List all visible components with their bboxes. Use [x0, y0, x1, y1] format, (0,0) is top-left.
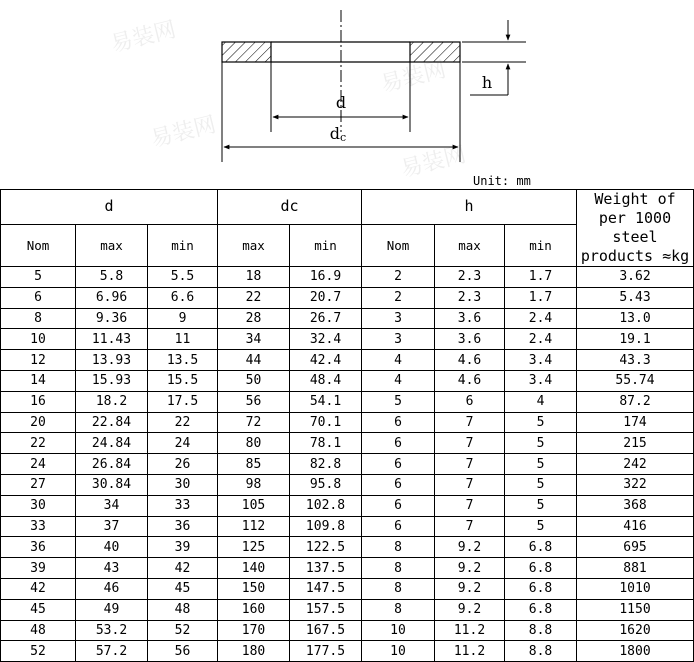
cell-d-nom: 48 [1, 620, 76, 641]
cell-dc-min: 16.9 [290, 267, 362, 288]
cell-d-nom: 30 [1, 495, 76, 516]
cell-d-min: 48 [148, 599, 218, 620]
cell-dc-max: 140 [218, 558, 290, 579]
cell-d-min: 39 [148, 537, 218, 558]
cell-d-nom: 24 [1, 454, 76, 475]
cell-weight: 55.74 [577, 370, 694, 391]
cell-h-max: 7 [435, 454, 505, 475]
cell-d-min: 45 [148, 578, 218, 599]
cell-d-min: 42 [148, 558, 218, 579]
cell-weight: 1150 [577, 599, 694, 620]
cell-dc-max: 80 [218, 433, 290, 454]
cell-weight: 215 [577, 433, 694, 454]
cell-h-min: 1.7 [505, 267, 577, 288]
cell-d-min: 13.5 [148, 350, 218, 371]
cell-h-max: 2.3 [435, 267, 505, 288]
header-h: h [362, 190, 577, 225]
cell-h-max: 4.6 [435, 350, 505, 371]
cell-d-max: 22.84 [76, 412, 148, 433]
cell-d-min: 6.6 [148, 287, 218, 308]
cell-dc-min: 177.5 [290, 641, 362, 662]
cell-h-min: 6.8 [505, 558, 577, 579]
cell-weight: 416 [577, 516, 694, 537]
cell-h-nom: 8 [362, 537, 435, 558]
cell-h-max: 9.2 [435, 558, 505, 579]
cell-d-max: 30.84 [76, 474, 148, 495]
cell-h-max: 9.2 [435, 537, 505, 558]
cell-h-nom: 4 [362, 350, 435, 371]
cell-d-min: 24 [148, 433, 218, 454]
subheader-d-min: min [148, 224, 218, 266]
cell-d-max: 9.36 [76, 308, 148, 329]
cell-d-nom: 45 [1, 599, 76, 620]
cell-weight: 13.0 [577, 308, 694, 329]
watermark: 易装网 [378, 57, 449, 98]
cell-h-max: 9.2 [435, 599, 505, 620]
subheader-h-max: max [435, 224, 505, 266]
cell-dc-min: 147.5 [290, 578, 362, 599]
table-row [1, 537, 694, 558]
cell-d-min: 26 [148, 454, 218, 475]
cell-h-min: 5 [505, 474, 577, 495]
cell-h-min: 3.4 [505, 350, 577, 371]
cell-dc-max: 160 [218, 599, 290, 620]
cell-d-min: 15.5 [148, 370, 218, 391]
table-row [1, 454, 694, 475]
cell-dc-min: 122.5 [290, 537, 362, 558]
cell-weight: 43.3 [577, 350, 694, 371]
cell-h-nom: 8 [362, 558, 435, 579]
unit-label: Unit: mm [473, 174, 531, 188]
cell-d-max: 15.93 [76, 370, 148, 391]
cell-dc-max: 170 [218, 620, 290, 641]
subheader-dc-max: max [218, 224, 290, 266]
cell-h-max: 7 [435, 433, 505, 454]
cell-dc-min: 95.8 [290, 474, 362, 495]
cell-weight: 242 [577, 454, 694, 475]
cell-dc-max: 18 [218, 267, 290, 288]
cell-dc-max: 180 [218, 641, 290, 662]
cell-d-min: 52 [148, 620, 218, 641]
cell-d-max: 49 [76, 599, 148, 620]
cell-d-max: 6.96 [76, 287, 148, 308]
cell-dc-max: 112 [218, 516, 290, 537]
cell-weight: 368 [577, 495, 694, 516]
cell-h-nom: 5 [362, 391, 435, 412]
cell-h-min: 5 [505, 433, 577, 454]
table-row [1, 620, 694, 641]
cell-weight: 1800 [577, 641, 694, 662]
cell-weight: 695 [577, 537, 694, 558]
cell-d-nom: 14 [1, 370, 76, 391]
cell-h-min: 6.8 [505, 578, 577, 599]
cell-h-max: 11.2 [435, 641, 505, 662]
cell-h-max: 7 [435, 412, 505, 433]
table-row [1, 329, 694, 350]
table-row [1, 287, 694, 308]
cell-dc-max: 22 [218, 287, 290, 308]
cell-h-max: 6 [435, 391, 505, 412]
watermark: 易装网 [398, 142, 469, 183]
cell-dc-max: 44 [218, 350, 290, 371]
cell-d-min: 56 [148, 641, 218, 662]
cell-h-nom: 6 [362, 412, 435, 433]
cell-d-min: 22 [148, 412, 218, 433]
cell-dc-min: 167.5 [290, 620, 362, 641]
cell-dc-max: 85 [218, 454, 290, 475]
cell-h-max: 7 [435, 474, 505, 495]
cell-weight: 87.2 [577, 391, 694, 412]
cell-h-min: 5 [505, 412, 577, 433]
cell-d-nom: 12 [1, 350, 76, 371]
cell-h-nom: 6 [362, 454, 435, 475]
cell-h-max: 7 [435, 495, 505, 516]
cell-h-max: 4.6 [435, 370, 505, 391]
cell-h-nom: 4 [362, 370, 435, 391]
cell-d-max: 34 [76, 495, 148, 516]
cell-d-max: 37 [76, 516, 148, 537]
cell-h-nom: 8 [362, 578, 435, 599]
cell-h-max: 3.6 [435, 308, 505, 329]
cell-d-max: 26.84 [76, 454, 148, 475]
cell-d-min: 33 [148, 495, 218, 516]
cell-h-nom: 6 [362, 495, 435, 516]
cell-h-min: 5 [505, 495, 577, 516]
cell-h-min: 6.8 [505, 599, 577, 620]
cell-dc-min: 157.5 [290, 599, 362, 620]
table-row [1, 578, 694, 599]
subheader-h-nom: Nom [362, 224, 435, 266]
header-d: d [1, 190, 218, 225]
cell-h-nom: 8 [362, 599, 435, 620]
cell-d-nom: 42 [1, 578, 76, 599]
cell-dc-min: 26.7 [290, 308, 362, 329]
label-dc: dc [329, 124, 347, 144]
cell-weight: 322 [577, 474, 694, 495]
cell-dc-min: 109.8 [290, 516, 362, 537]
table-row [1, 433, 694, 454]
cell-d-nom: 10 [1, 329, 76, 350]
cell-weight: 5.43 [577, 287, 694, 308]
cell-h-nom: 6 [362, 516, 435, 537]
cell-d-min: 30 [148, 474, 218, 495]
table-row [1, 350, 694, 371]
table-row [1, 599, 694, 620]
cell-d-nom: 22 [1, 433, 76, 454]
cell-dc-max: 125 [218, 537, 290, 558]
cell-h-min: 4 [505, 391, 577, 412]
cell-h-max: 9.2 [435, 578, 505, 599]
cell-weight: 19.1 [577, 329, 694, 350]
cell-h-nom: 3 [362, 308, 435, 329]
subheader-d-nom: Nom [1, 224, 76, 266]
cell-h-min: 6.8 [505, 537, 577, 558]
dimension-h [462, 20, 526, 95]
cell-d-nom: 5 [1, 267, 76, 288]
cell-dc-max: 56 [218, 391, 290, 412]
table-row [1, 641, 694, 662]
cell-d-max: 5.8 [76, 267, 148, 288]
cell-d-max: 53.2 [76, 620, 148, 641]
cell-dc-min: 48.4 [290, 370, 362, 391]
cell-d-max: 13.93 [76, 350, 148, 371]
watermark: 易装网 [108, 17, 179, 58]
washer-drawing [0, 0, 694, 172]
cell-h-nom: 3 [362, 329, 435, 350]
cell-dc-max: 98 [218, 474, 290, 495]
table-row [1, 267, 694, 288]
cell-d-min: 11 [148, 329, 218, 350]
spec-table [0, 189, 694, 662]
cell-dc-min: 70.1 [290, 412, 362, 433]
group-header-row [1, 190, 694, 225]
cell-d-min: 5.5 [148, 267, 218, 288]
cell-dc-max: 72 [218, 412, 290, 433]
cell-h-max: 7 [435, 516, 505, 537]
table-row [1, 370, 694, 391]
label-d: d [335, 93, 347, 112]
cell-dc-min: 102.8 [290, 495, 362, 516]
cell-h-max: 3.6 [435, 329, 505, 350]
cell-h-min: 2.4 [505, 329, 577, 350]
cell-d-min: 9 [148, 308, 218, 329]
cell-d-max: 43 [76, 558, 148, 579]
cell-dc-min: 54.1 [290, 391, 362, 412]
table-row [1, 516, 694, 537]
cell-dc-min: 137.5 [290, 558, 362, 579]
cell-h-min: 8.8 [505, 620, 577, 641]
cell-dc-max: 105 [218, 495, 290, 516]
cell-dc-min: 78.1 [290, 433, 362, 454]
cell-dc-max: 50 [218, 370, 290, 391]
cell-dc-min: 32.4 [290, 329, 362, 350]
table-row [1, 558, 694, 579]
cell-h-min: 1.7 [505, 287, 577, 308]
cell-h-nom: 6 [362, 474, 435, 495]
cell-d-nom: 52 [1, 641, 76, 662]
cell-h-nom: 6 [362, 433, 435, 454]
table-row [1, 474, 694, 495]
cell-h-min: 5 [505, 454, 577, 475]
cell-d-max: 18.2 [76, 391, 148, 412]
cell-weight: 1620 [577, 620, 694, 641]
cell-dc-max: 28 [218, 308, 290, 329]
cell-d-nom: 36 [1, 537, 76, 558]
cell-dc-min: 42.4 [290, 350, 362, 371]
cell-d-max: 24.84 [76, 433, 148, 454]
cell-h-nom: 2 [362, 267, 435, 288]
subheader-d-max: max [76, 224, 148, 266]
cell-dc-max: 150 [218, 578, 290, 599]
cell-h-nom: 10 [362, 641, 435, 662]
cell-weight: 1010 [577, 578, 694, 599]
cell-d-max: 57.2 [76, 641, 148, 662]
cell-d-nom: 6 [1, 287, 76, 308]
header-weight: Weight of per 1000 steel products ≈kg [577, 190, 694, 267]
label-h: h [481, 73, 493, 92]
cell-h-min: 8.8 [505, 641, 577, 662]
subheader-h-min: min [505, 224, 577, 266]
cell-h-max: 11.2 [435, 620, 505, 641]
cell-d-nom: 27 [1, 474, 76, 495]
cell-h-min: 2.4 [505, 308, 577, 329]
cell-d-max: 40 [76, 537, 148, 558]
cell-d-nom: 8 [1, 308, 76, 329]
cell-h-min: 5 [505, 516, 577, 537]
subheader-dc-min: min [290, 224, 362, 266]
table-row [1, 308, 694, 329]
header-dc: dc [218, 190, 362, 225]
cell-weight: 3.62 [577, 267, 694, 288]
cell-d-nom: 39 [1, 558, 76, 579]
cell-d-min: 36 [148, 516, 218, 537]
watermark: 易装网 [148, 112, 219, 153]
table-row [1, 495, 694, 516]
cell-dc-max: 34 [218, 329, 290, 350]
cell-d-nom: 33 [1, 516, 76, 537]
cell-h-nom: 2 [362, 287, 435, 308]
cell-h-nom: 10 [362, 620, 435, 641]
table-row [1, 412, 694, 433]
cell-d-min: 17.5 [148, 391, 218, 412]
cell-d-max: 11.43 [76, 329, 148, 350]
cell-weight: 174 [577, 412, 694, 433]
cell-d-nom: 20 [1, 412, 76, 433]
cell-h-min: 3.4 [505, 370, 577, 391]
cell-dc-min: 20.7 [290, 287, 362, 308]
table-row [1, 391, 694, 412]
cell-dc-min: 82.8 [290, 454, 362, 475]
cell-h-max: 2.3 [435, 287, 505, 308]
cell-d-max: 46 [76, 578, 148, 599]
cell-weight: 881 [577, 558, 694, 579]
cell-d-nom: 16 [1, 391, 76, 412]
